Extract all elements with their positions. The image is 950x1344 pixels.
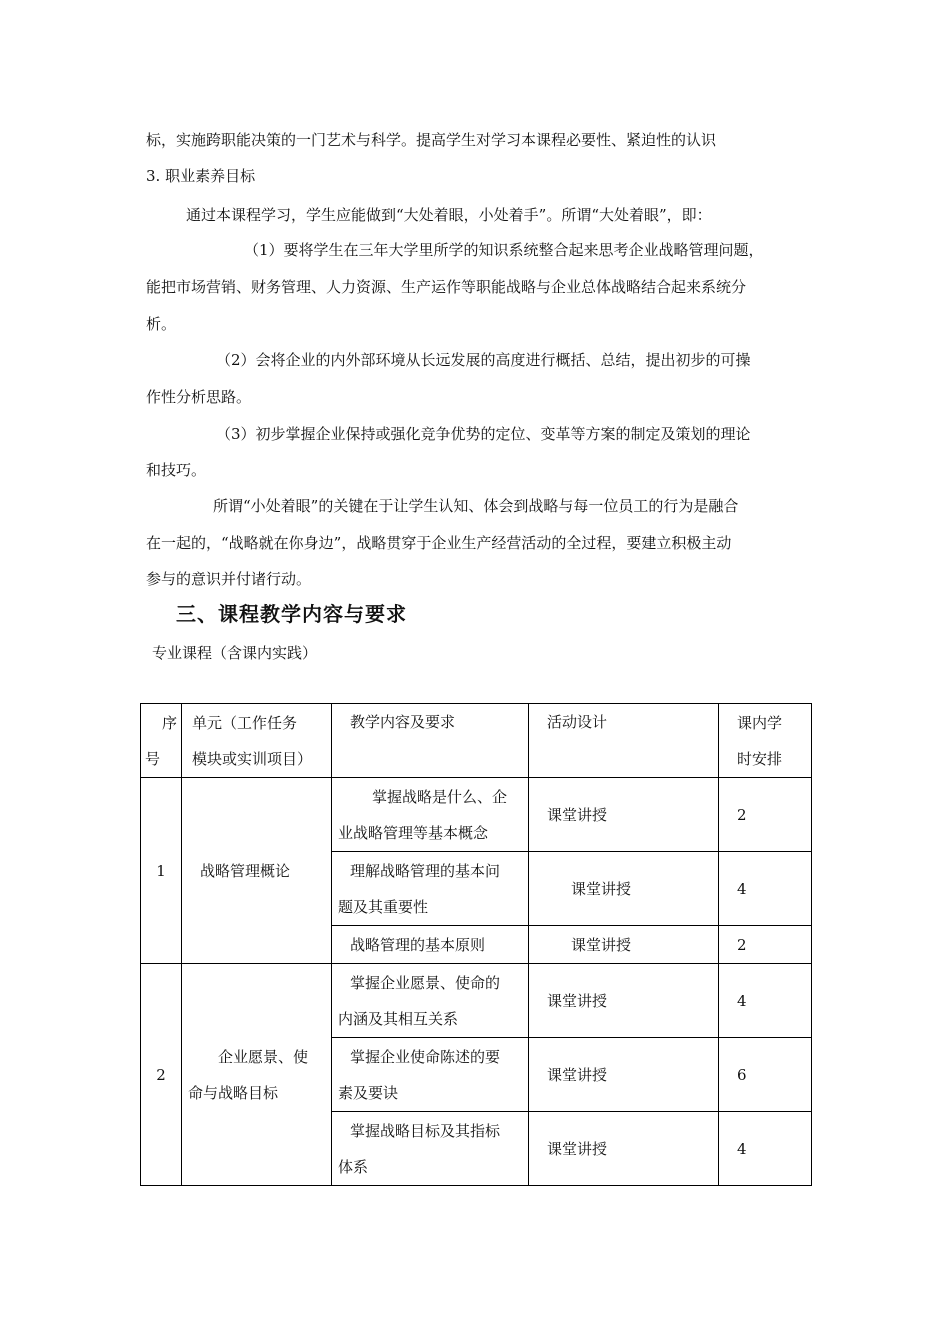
- content-cell: [332, 778, 529, 852]
- paragraph-line: 通过本课程学习，学生应能做到“大处着眼，小处着手”。所谓“大处着眼”，即：: [186, 206, 712, 224]
- paragraph-line: 能把市场营销、财务管理、人力资源、生产运作等职能战略与企业总体战略结合起来系统分: [146, 278, 747, 296]
- unit-name: [182, 964, 332, 1186]
- header-seq-line2: 号: [145, 749, 161, 768]
- content-line1: 战略管理的基本原则: [350, 935, 486, 954]
- content-line1: 掌握企业愿景、使命的: [350, 973, 501, 992]
- content-cell: [332, 964, 529, 1038]
- table-header-row: [141, 704, 812, 778]
- paragraph-line: （3）初步掌握企业保持或强化竞争优势的定位、变革等方案的制定及策划的理论: [216, 425, 751, 443]
- content-line1: 掌握战略目标及其指标: [350, 1121, 501, 1140]
- paragraph-line: 和技巧。: [146, 461, 207, 479]
- header-hours: [719, 704, 812, 778]
- unit-number: 1: [141, 778, 182, 964]
- paragraph-line: 所谓“小处着眼”的关键在于让学生认知、体会到战略与每一位员工的行为是融合: [213, 497, 739, 515]
- paragraph-line: 标，实施跨职能决策的一门艺术与科学。提高学生对学习本课程必要性、紧迫性的认识: [146, 131, 717, 149]
- table-caption: 专业课程（含课内实践）: [152, 644, 318, 662]
- section-heading: 三、课程教学内容与要求: [176, 602, 407, 626]
- table-row: [141, 964, 812, 1038]
- content-cell: [332, 852, 529, 926]
- subsection-title: 3. 职业素养目标: [146, 167, 256, 185]
- activity-cell: 课堂讲授: [529, 1112, 719, 1186]
- header-seq: [141, 704, 182, 778]
- hours-cell: 6: [719, 1038, 812, 1112]
- activity-cell: 课堂讲授: [529, 852, 719, 926]
- paragraph-line: 参与的意识并付诸行动。: [146, 570, 312, 588]
- paragraph-line: 析。: [146, 315, 177, 333]
- content-line2: 内涵及其相互关系: [338, 1009, 459, 1028]
- activity-cell: 课堂讲授: [529, 926, 719, 964]
- table-row: [141, 778, 812, 852]
- content-line1: 掌握企业使命陈述的要: [350, 1047, 501, 1066]
- header-unit-line1: 单元（工作任务: [192, 713, 298, 732]
- unit-name-line2: 命与战略目标: [188, 1083, 279, 1102]
- activity-cell: 课堂讲授: [529, 1038, 719, 1112]
- hours-cell: 4: [719, 1112, 812, 1186]
- hours-cell: 4: [719, 852, 812, 926]
- header-content: [332, 704, 529, 778]
- paragraph-line: 作性分析思路。: [146, 388, 252, 406]
- unit-number: 2: [141, 964, 182, 1186]
- header-content-label: 教学内容及要求: [350, 713, 456, 731]
- content-line2: 素及要诀: [338, 1083, 399, 1102]
- unit-name-line1: 企业愿景、使: [218, 1047, 309, 1066]
- header-unit: [182, 704, 332, 778]
- header-activity: [529, 704, 719, 778]
- activity-cell: 课堂讲授: [529, 778, 719, 852]
- header-unit-line2: 模块或实训项目）: [192, 749, 313, 768]
- unit-name-line1: 战略管理概论: [200, 861, 291, 880]
- activity-cell: 课堂讲授: [529, 964, 719, 1038]
- content-cell: [332, 1038, 529, 1112]
- paragraph-line: （1）要将学生在三年大学里所学的知识系统整合起来思考企业战略管理问题，: [244, 241, 764, 259]
- header-hours-line1: 课内学: [737, 713, 783, 732]
- content-line1: 理解战略管理的基本问: [350, 861, 501, 880]
- paragraph-line: 在一起的，“战略就在你身边”，战略贯穿于企业生产经营活动的全过程，要建立积极主动: [146, 534, 732, 552]
- header-activity-label: 活动设计: [547, 713, 608, 731]
- hours-cell: 2: [719, 778, 812, 852]
- hours-cell: 4: [719, 964, 812, 1038]
- hours-cell: 2: [719, 926, 812, 964]
- header-hours-line2: 时安排: [737, 749, 783, 768]
- content-line2: 体系: [338, 1157, 369, 1176]
- unit-name: [182, 778, 332, 964]
- content-line2: 业战略管理等基本概念: [338, 823, 489, 842]
- paragraph-line: （2）会将企业的内外部环境从长远发展的高度进行概括、总结，提出初步的可操: [216, 351, 751, 369]
- header-seq-line1: 序: [161, 713, 177, 732]
- course-content-table: [140, 703, 812, 1186]
- content-cell: [332, 1112, 529, 1186]
- content-line2: 题及其重要性: [338, 897, 429, 916]
- content-line1: 掌握战略是什么、企: [372, 787, 508, 806]
- content-cell: [332, 926, 529, 964]
